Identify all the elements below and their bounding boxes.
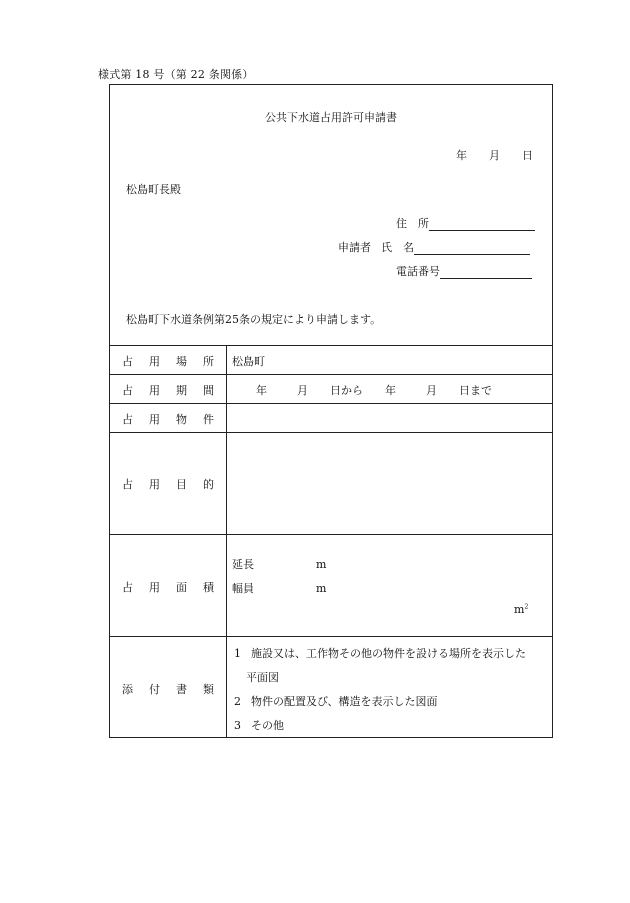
phone-label: 電話番号 xyxy=(396,265,440,278)
address-label: 住 所 xyxy=(396,217,429,230)
date-month: 月 xyxy=(489,149,500,162)
divider xyxy=(110,345,552,346)
purpose-value-field[interactable] xyxy=(227,433,554,533)
statement: 松島町下水道条例第25条の規定により申請します。 xyxy=(126,313,382,326)
attachments-label: 添 付 書 類 xyxy=(122,683,214,696)
object-value-field[interactable] xyxy=(227,404,554,431)
date-line xyxy=(456,147,533,163)
divider xyxy=(110,534,552,535)
area-label: 占 用 面 積 xyxy=(122,581,214,594)
place-value[interactable]: 松島町 xyxy=(232,355,265,368)
period-label: 占 用 期 間 xyxy=(122,384,214,397)
addressee: 松島町長殿 xyxy=(126,183,181,196)
form-number: 様式第 18 号（第 22 条関係） xyxy=(98,68,254,81)
purpose-label: 占 用 目 的 xyxy=(122,478,214,491)
divider xyxy=(110,636,552,637)
place-label: 占 用 場 所 xyxy=(122,355,214,368)
attachment-item-3: 3 その他 xyxy=(234,719,284,732)
period-value[interactable]: 年 月 日から 年 月 日まで xyxy=(256,384,492,397)
length-line[interactable]: 延長 m xyxy=(232,558,327,571)
divider xyxy=(110,374,552,375)
name-field[interactable] xyxy=(414,241,530,255)
area-unit: $m^2$ xyxy=(514,603,529,616)
width-line[interactable]: 幅員 m xyxy=(232,582,327,595)
attachment-item-1-cont: 平面図 xyxy=(246,671,279,684)
applicant-role-label: 申請者 xyxy=(338,241,371,254)
object-label: 占 用 物 件 xyxy=(122,413,214,426)
attachment-item-2: 2 物件の配置及び、構造を表示した図面 xyxy=(234,695,438,708)
date-year: 年 xyxy=(456,149,467,162)
name-line xyxy=(338,239,530,255)
application-form xyxy=(109,84,553,738)
attachment-item-1: 1 施設又は、工作物その他の物件を設ける場所を表示した xyxy=(234,647,526,660)
name-label: 氏 名 xyxy=(381,241,414,254)
address-line xyxy=(396,215,535,231)
form-title: 公共下水道占用許可申請書 xyxy=(265,111,397,124)
date-day: 日 xyxy=(522,149,533,162)
address-field[interactable] xyxy=(429,217,535,231)
phone-field[interactable] xyxy=(440,265,532,279)
phone-line xyxy=(396,263,532,279)
